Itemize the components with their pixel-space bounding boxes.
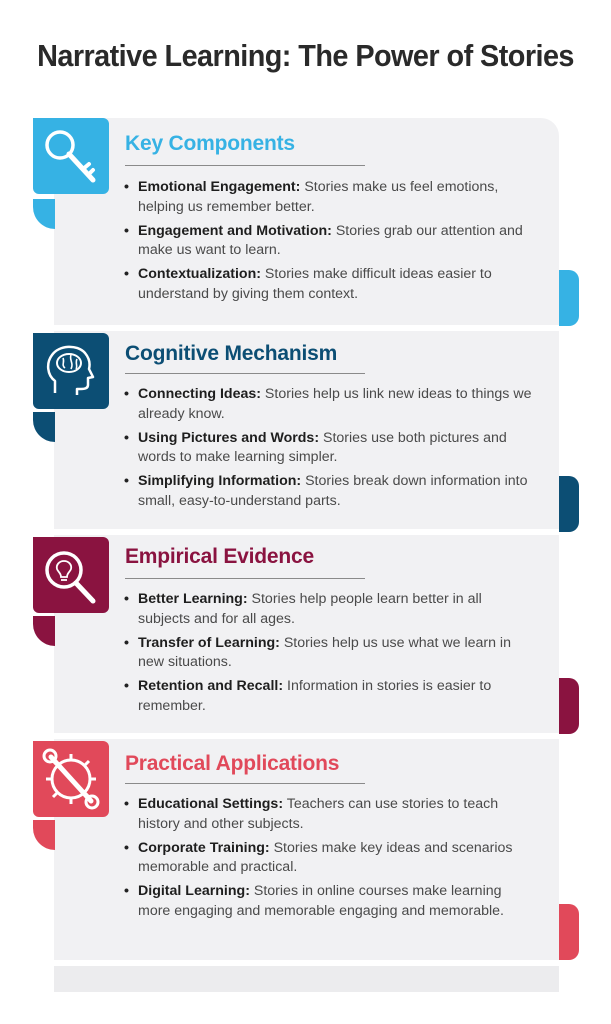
heading-divider: [125, 578, 365, 579]
section-icon-box: [33, 537, 109, 613]
list-item: • Connecting Ideas: Stories help us link new ideas to things we already know.: [124, 386, 532, 422]
heading-divider: [125, 165, 365, 166]
list-item: • Emotional Engagement: Stories make us feel emotions, helping us remember better.: [124, 179, 499, 215]
section-tab-practical-applications: [559, 904, 579, 960]
section-bullet-list: [124, 590, 534, 721]
page-title: Narrative Learning: The Power of Stories: [37, 38, 574, 73]
list-item: • Retention and Recall: Information in stories is easier to remember.: [124, 678, 492, 714]
section-bullet-list: [124, 795, 534, 926]
lightbulb-magnifier-icon: [33, 537, 109, 613]
section-heading: Cognitive Mechanism: [125, 342, 338, 365]
section-heading: Practical Applications: [125, 752, 340, 775]
section-icon-box: [33, 118, 109, 194]
icon-tail: [33, 820, 55, 850]
icon-tail: [33, 616, 55, 646]
section-tab-cognitive-mechanism: [559, 476, 579, 532]
list-item: • Engagement and Motivation: Stories grab our attention and make us want to learn.: [124, 222, 523, 258]
gear-wrench-icon: [33, 741, 109, 817]
icon-tail: [33, 412, 55, 442]
list-item: • Using Pictures and Words: Stories use both pictures and words to make learning simpler.: [124, 429, 507, 465]
heading-divider: [125, 373, 365, 374]
list-item: • Better Learning: Stories help people learn better in all subjects and for all ages.: [124, 591, 482, 627]
list-item: • Corporate Training: Stories make key ideas and scenarios memorable and practical.: [124, 839, 513, 875]
section-bullet-list: [124, 178, 534, 309]
heading-divider: [125, 783, 365, 784]
list-item: • Simplifying Information: Stories break down information into small, easy-to-understand parts.: [124, 473, 528, 509]
section-tab-empirical-evidence: [559, 678, 579, 734]
section-tab-key-components: [559, 270, 579, 326]
list-item: • Digital Learning: Stories in online courses make learning more engaging and memorable engaging and memorable.: [124, 883, 504, 919]
brain-head-icon: [33, 333, 109, 409]
icon-tail: [33, 199, 55, 229]
section-icon-box: [33, 741, 109, 817]
magnifier-key-icon: [33, 118, 109, 194]
footer-bar: [54, 966, 559, 992]
list-item: • Transfer of Learning: Stories help us use what we learn in new situations.: [124, 634, 511, 670]
section-heading: Key Components: [125, 132, 295, 155]
list-item: • Contextualization: Stories make difficult ideas easier to understand by giving them context.: [124, 266, 492, 302]
section-heading: Empirical Evidence: [125, 545, 314, 568]
section-icon-box: [33, 333, 109, 409]
section-bullet-list: [124, 385, 534, 516]
list-item: • Educational Settings: Teachers can use stories to teach history and other subjects.: [124, 796, 499, 832]
